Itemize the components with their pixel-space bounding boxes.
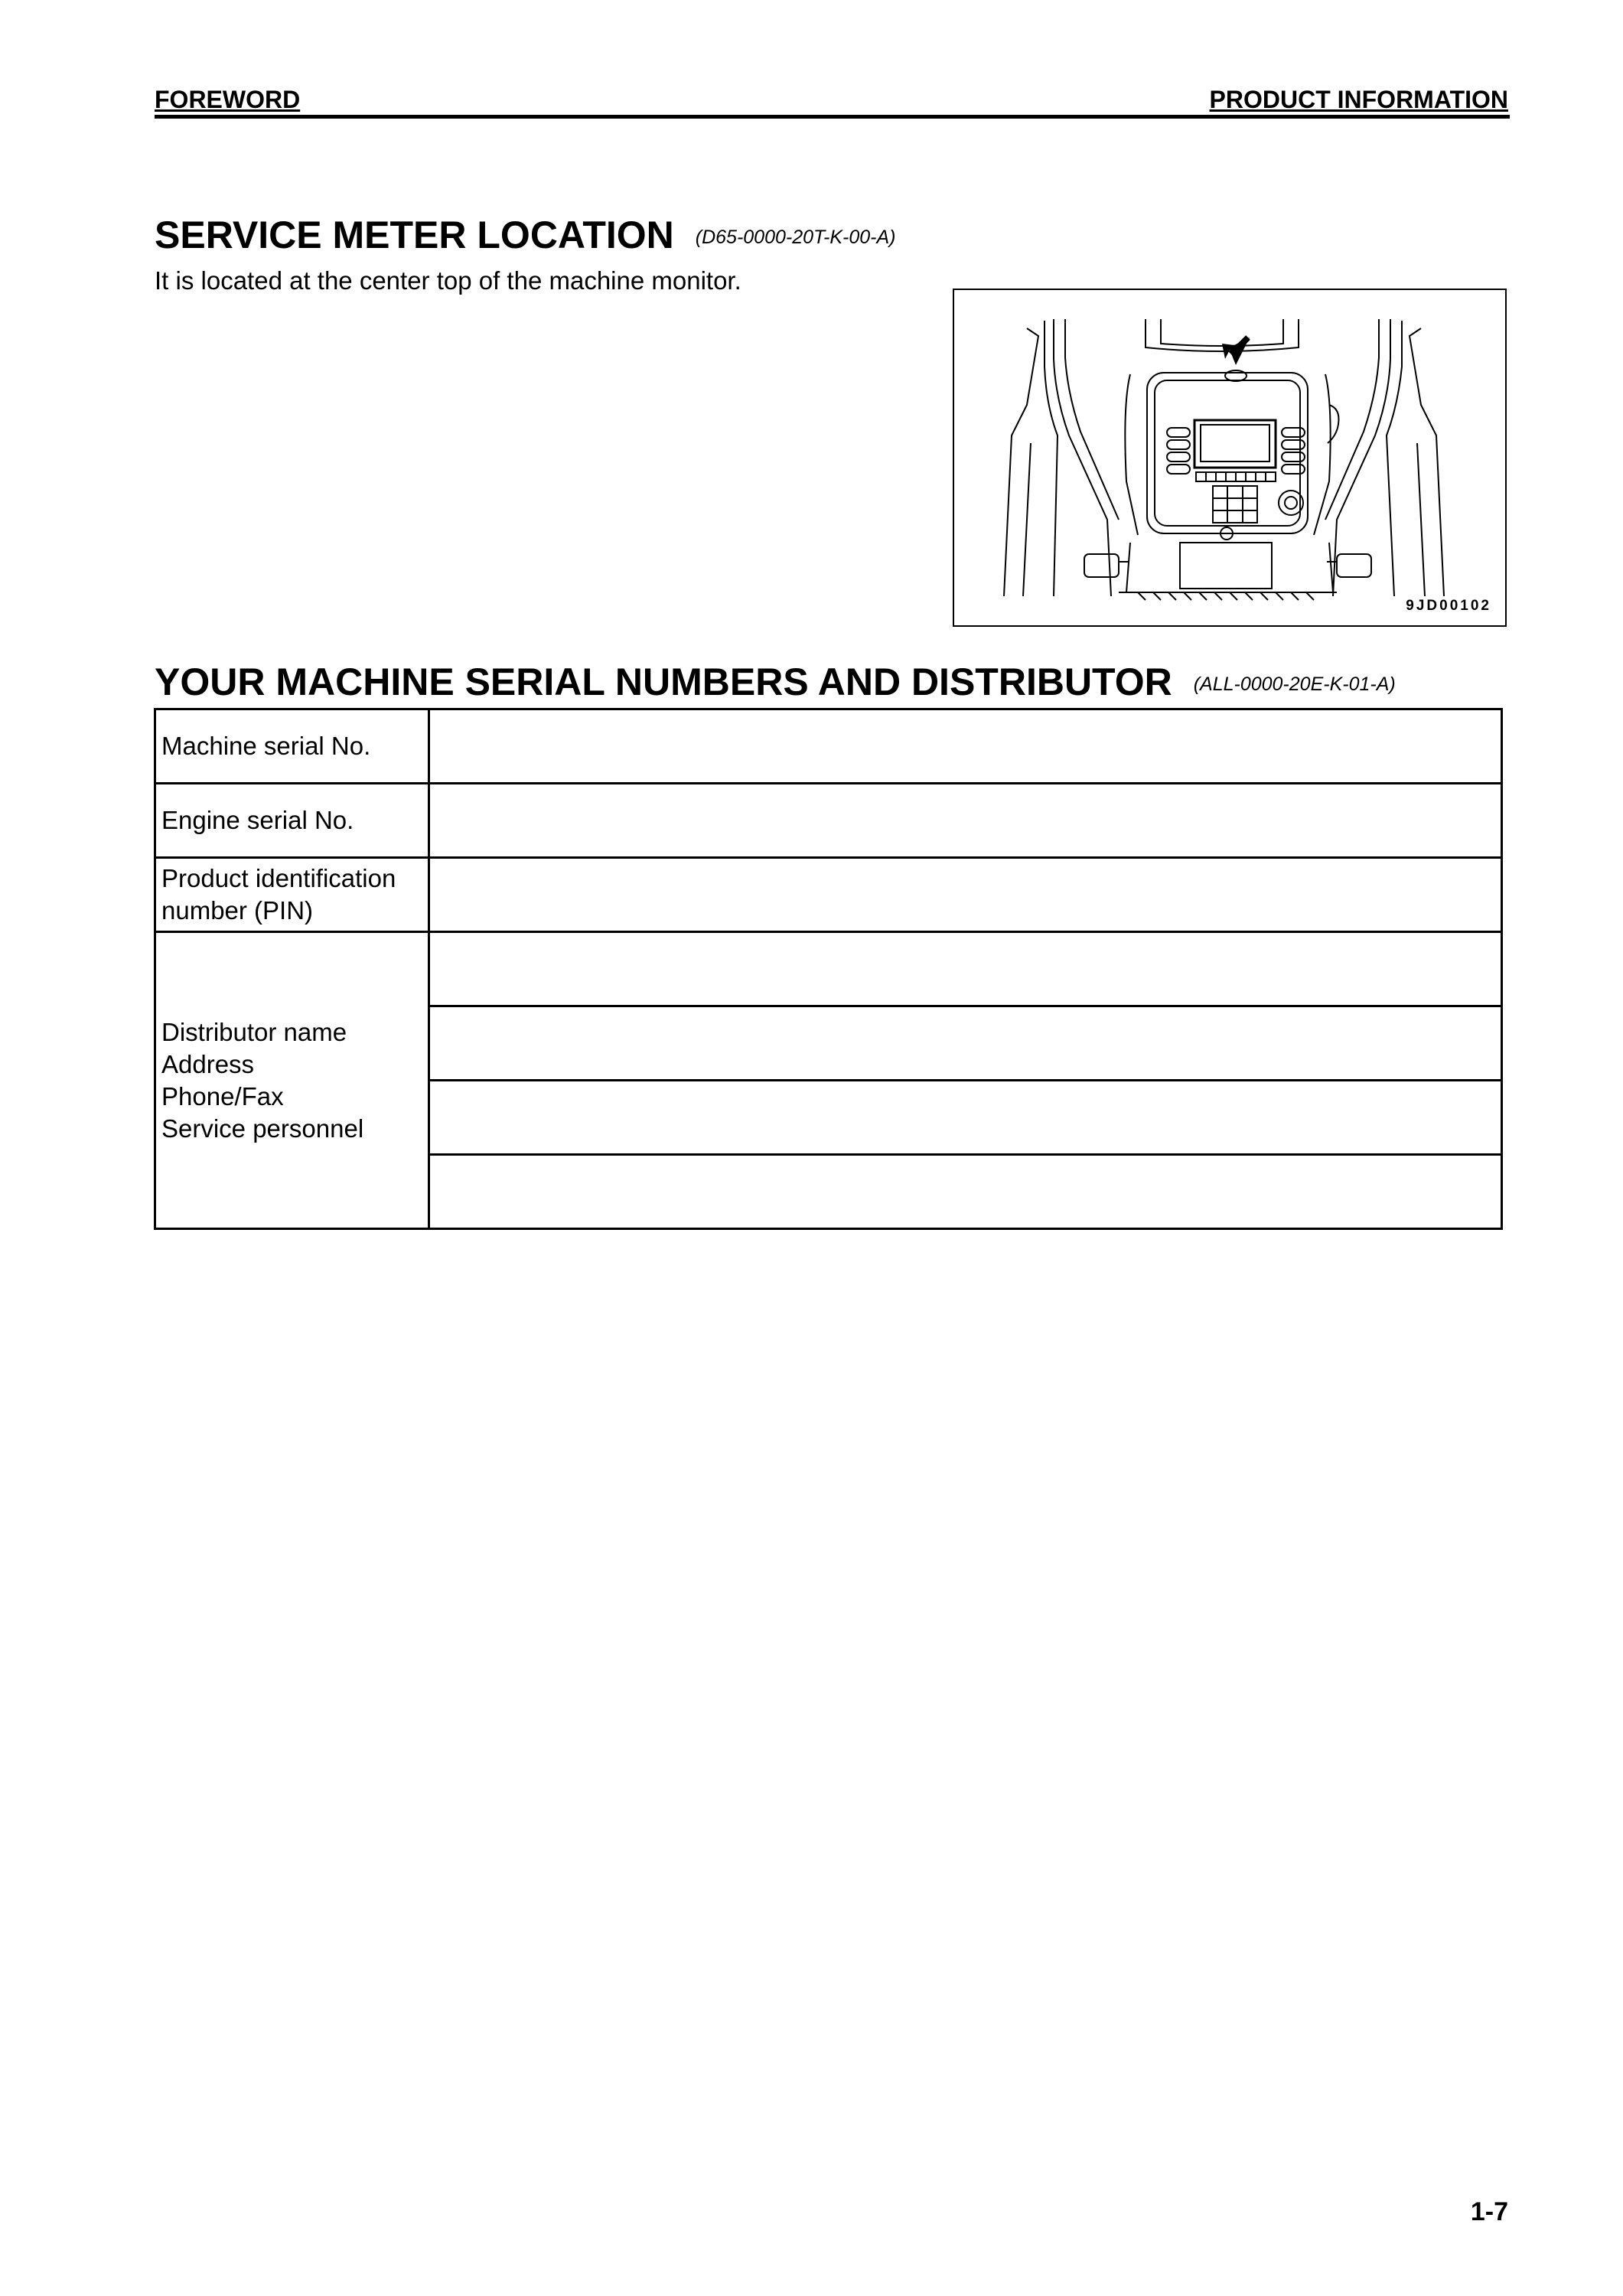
serial-numbers-ref: (ALL-0000-20E-K-01-A) <box>1193 673 1396 695</box>
table-row <box>155 858 1502 932</box>
pin-label-line2: number (PIN) <box>161 896 314 925</box>
service-meter-figure <box>953 289 1507 627</box>
pin-field[interactable] <box>429 858 1502 932</box>
serial-numbers-title: YOUR MACHINE SERIAL NUMBERS AND DISTRIBUTOR <box>155 660 1172 703</box>
service-meter-title: SERVICE METER LOCATION <box>155 214 674 256</box>
page-number: 1-7 <box>1470 2197 1508 2226</box>
distributor-phone-label: Phone/Fax <box>161 1081 284 1110</box>
engine-serial-label: Engine serial No. <box>155 784 429 858</box>
machine-serial-label: Machine serial No. <box>155 709 429 784</box>
distributor-name-label: Distributor name <box>161 1017 347 1046</box>
engine-serial-field[interactable] <box>429 784 1502 858</box>
distributor-name-field[interactable] <box>429 932 1502 1006</box>
distributor-label <box>155 932 429 1229</box>
header-rule <box>155 115 1510 119</box>
header-section-left: FOREWORD <box>155 86 301 113</box>
header-section-right: PRODUCT INFORMATION <box>1209 86 1508 113</box>
table-row <box>155 932 1502 1006</box>
distributor-address-label: Address <box>161 1049 255 1078</box>
pin-label-line1: Product identification <box>161 864 396 892</box>
machine-serial-field[interactable] <box>429 709 1502 784</box>
distributor-service-label: Service personnel <box>161 1114 364 1143</box>
serial-numbers-heading <box>155 660 1396 704</box>
pin-label <box>155 858 429 932</box>
figure-code: 9JD00102 <box>1406 598 1491 614</box>
distributor-phone-field[interactable] <box>429 1081 1502 1155</box>
table-row <box>155 709 1502 784</box>
machine-monitor-illustration <box>954 290 1505 625</box>
distributor-service-field[interactable] <box>429 1155 1502 1229</box>
service-meter-ref: (D65-0000-20T-K-00-A) <box>695 227 896 248</box>
table-row <box>155 784 1502 858</box>
distributor-address-field[interactable] <box>429 1006 1502 1081</box>
service-meter-text: It is located at the center top of the machine monitor. <box>155 266 741 295</box>
service-meter-heading <box>155 213 895 257</box>
serial-numbers-table <box>154 708 1503 1230</box>
